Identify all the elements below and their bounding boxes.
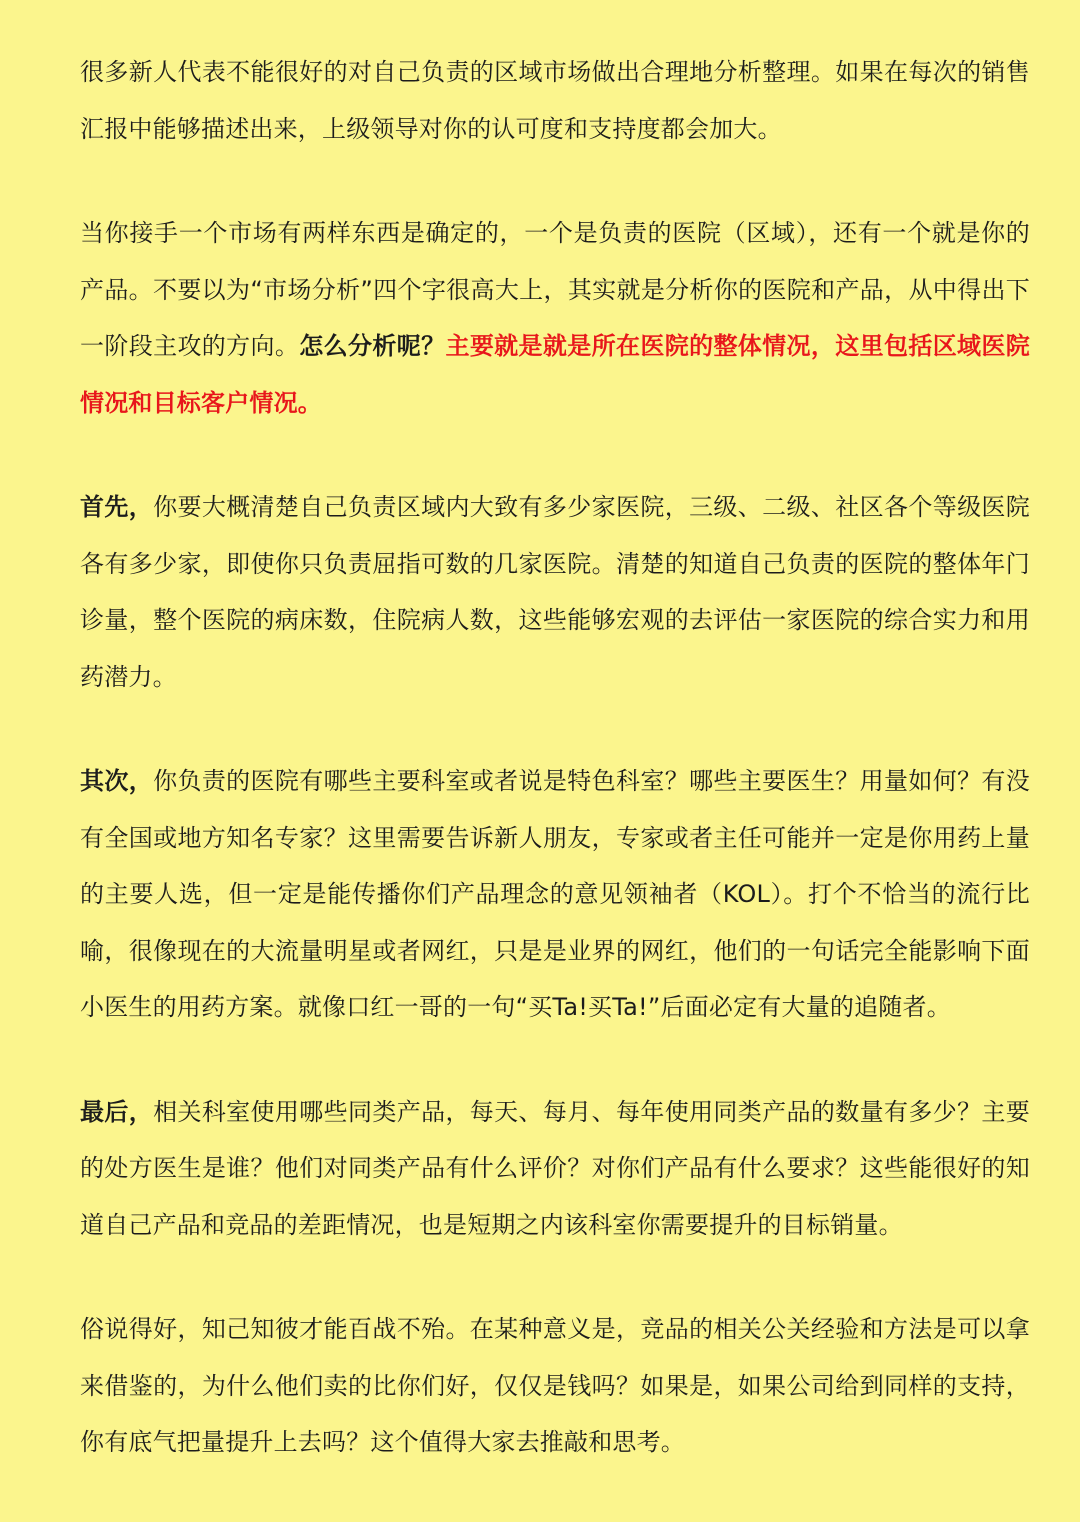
paragraph-last-lead: 最后，: [80, 1097, 154, 1126]
paragraph-first: [80, 479, 1030, 705]
paragraph-market-question: 怎么分析呢？: [299, 332, 446, 360]
paragraph-second-lead: 其次，: [80, 767, 154, 795]
paragraph-market: [80, 205, 1030, 431]
paragraph-first-lead: 首先，: [80, 493, 154, 521]
paragraph-market-highlight: 主要就是就是所在医院的整体情况，这里包括区域医院情况和目标客户情况。: [80, 332, 1030, 417]
paragraph-second: [80, 753, 1030, 1036]
paragraph-intro: [80, 44, 1030, 157]
paragraph-last-text: 相关科室使用哪些同类产品，每天、每月、每年使用同类产品的数量有多少？主要的处方医生是谁？他们对同类产品有什么评价？对你们产品有什么要求？这些能很好的知道自己产品和竞品的差距情况，也是短期之内该科室你需要提升的目标销量。: [80, 1097, 1030, 1239]
paragraph-last: [80, 1084, 1030, 1254]
paragraph-first-text: 你要大概清楚自己负责区域内大致有多少家医院，三级、二级、社区各个等级医院各有多少家，即使你只负责屈指可数的几家医院。清楚的知道自己负责的医院的整体年门诊量，整个医院的病床数，住院病人数，这些能够宏观的去评估一家医院的综合实力和用药潜力。: [80, 493, 1030, 691]
paragraph-second-text: 你负责的医院有哪些主要科室或者说是特色科室？哪些主要医生？用量如何？有没有全国或地方知名专家？这里需要告诉新人朋友，专家或者主任可能并一定是你用药上量的主要人选，但一定是能传播你们产品理念的意见领袖者（KOL）。打个不恰当的流行比喻，很像现在的大流量明星或者网红，只是是业界的网红，他们的一句话完全能影响下面小医生的用药方案。就像口红一哥的一句“买Ta!买Ta!”后面必定有大量的追随者。: [80, 767, 1030, 1021]
article-body: [80, 44, 1030, 1519]
paragraph-conclusion: [80, 1301, 1030, 1471]
paragraph-intro-text: 很多新人代表不能很好的对自己负责的区域市场做出合理地分析整理。如果在每次的销售汇报中能够描述出来，上级领导对你的认可度和支持度都会加大。: [80, 58, 1030, 143]
paragraph-conclusion-text: 俗说得好，知己知彼才能百战不殆。在某种意义是，竞品的相关公关经验和方法是可以拿来借鉴的，为什么他们卖的比你们好，仅仅是钱吗？如果是，如果公司给到同样的支持，你有底气把量提升上去吗？这个值得大家去推敲和思考。: [80, 1315, 1030, 1456]
bottom-edge-strip: [0, 1522, 1080, 1528]
paragraph-market-text: 当你接手一个市场有两样东西是确定的，一个是负责的医院（区域），还有一个就是你的产品。不要以为“市场分析”四个字很高大上，其实就是分析你的医院和产品，从中得出下一阶段主攻的方向。: [80, 219, 1030, 360]
